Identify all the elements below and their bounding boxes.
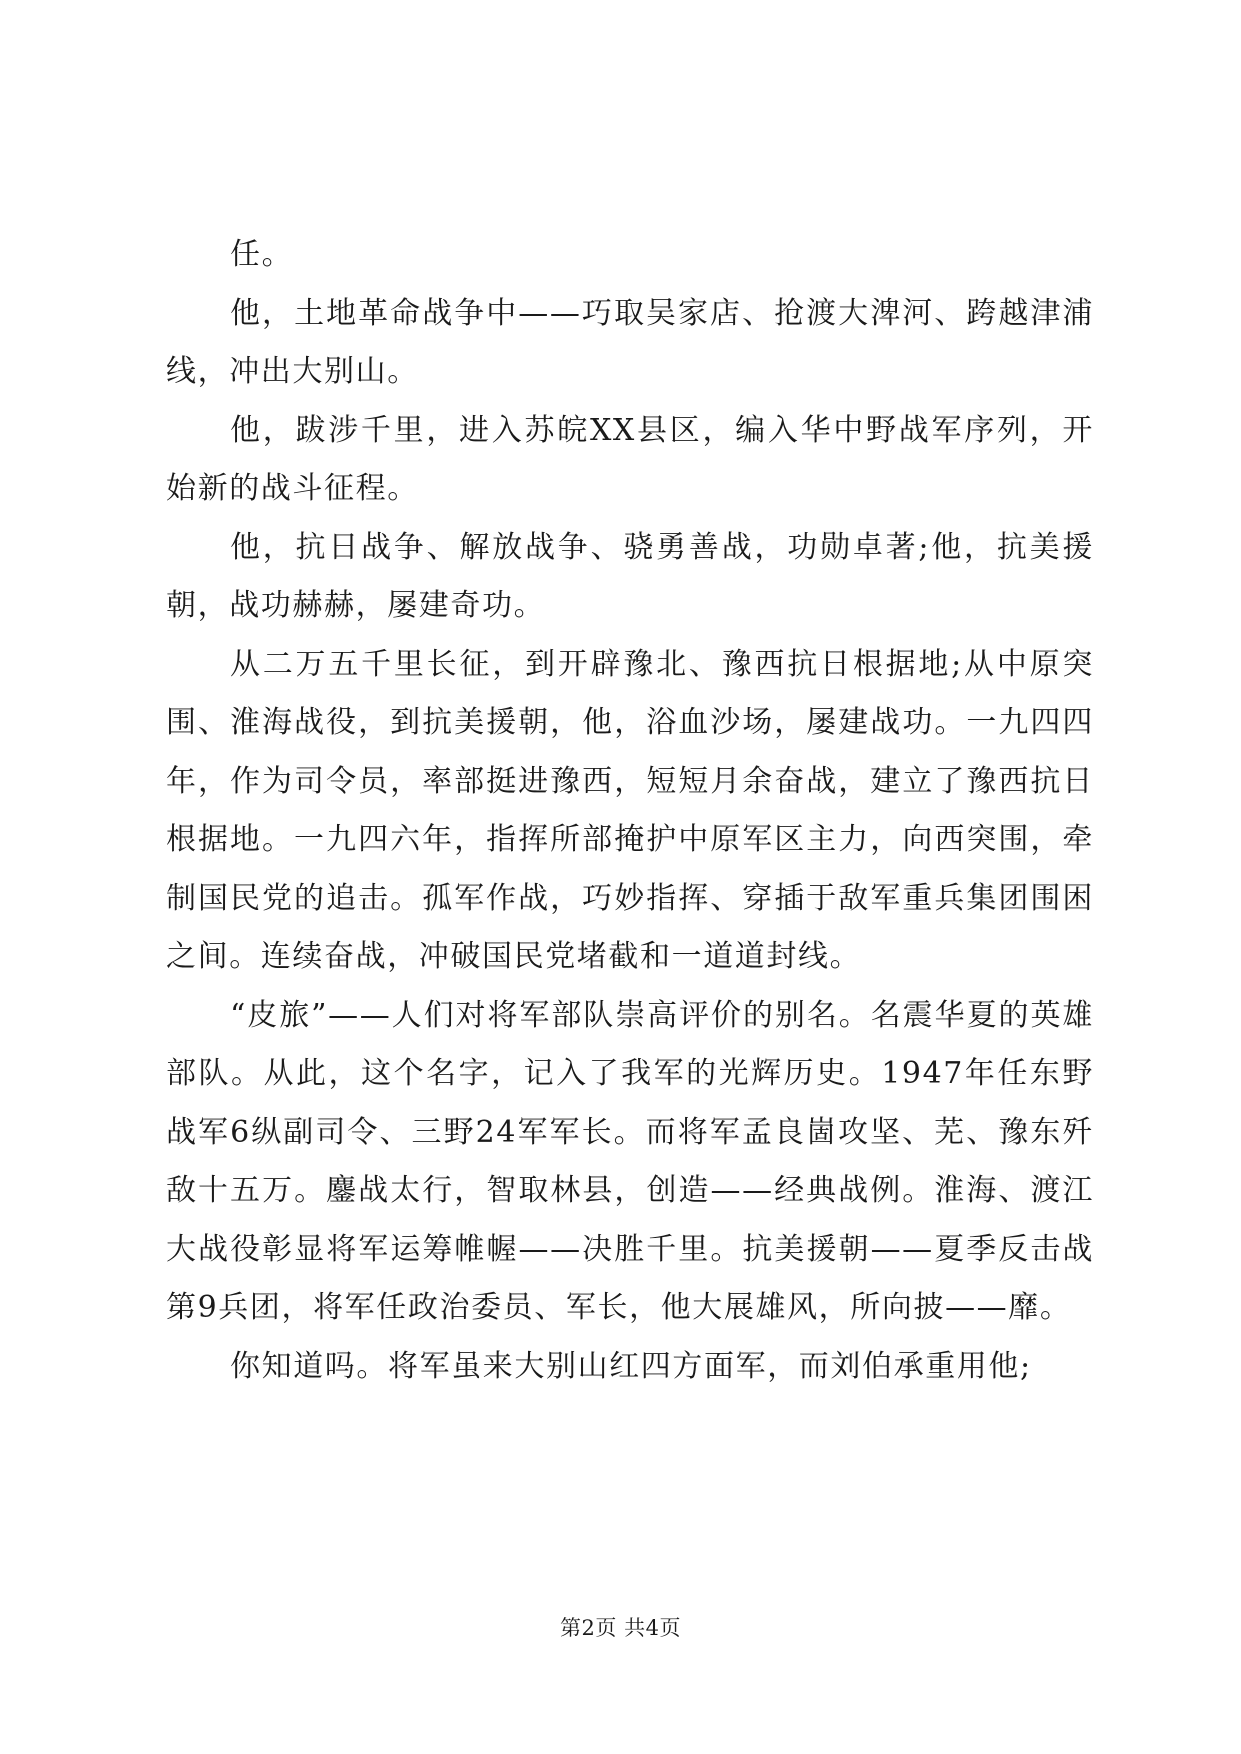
paragraph-6: “皮旅”——人们对将军部队崇高评价的别名。名震华夏的英雄部队。从此，这个名字，记入了我军的光辉历史。1947年任东野战军6纵副司令、三野24军军长。而将军孟良崮攻坚、芜、豫东歼敌十五万。鏖战太行，智取林县，创造——经典战例。淮海、渡江大战役彰显将军运筹帷幄——决胜千里。抗美援朝——夏季反击战第9兵团，将军任政治委员、军长，他大展雄风，所向披——靡。 bbox=[166, 997, 1094, 1325]
paragraph-5: 从二万五千里长征，到开辟豫北、豫西抗日根据地;从中原突围、淮海战役，到抗美援朝，他，浴血沙场，屡建战功。一九四四年，作为司令员，率部挺进豫西，短短月余奋战，建立了豫西抗日根据地。一九四六年，指挥所部掩护中原军区主力，向西突围，牵制国民党的追击。孤军作战，巧妙指挥、穿插于敌军重兵集团围困之间。连续奋战，冲破国民党堵截和一道道封线。 bbox=[166, 646, 1094, 974]
paragraph-2: 他，土地革命战争中——巧取吴家店、抢渡大渒河、跨越津浦线，冲出大别山。 bbox=[166, 295, 1094, 389]
paragraph-1: 任。 bbox=[230, 237, 294, 272]
paragraph-7: 你知道吗。将军虽来大别山红四方面军，而刘伯承重用他; bbox=[230, 1348, 1032, 1384]
page-footer: 第2页 共4页 bbox=[560, 1616, 681, 1640]
paragraph-3: 他，跋涉千里，进入苏皖XX县区，编入华中野战军序列，开始新的战斗征程。 bbox=[166, 412, 1094, 506]
paragraph-4: 他，抗日战争、解放战争、骁勇善战，功勋卓著;他，抗美援朝，战功赫赫，屡建奇功。 bbox=[166, 529, 1094, 623]
body-text bbox=[166, 226, 1094, 1396]
